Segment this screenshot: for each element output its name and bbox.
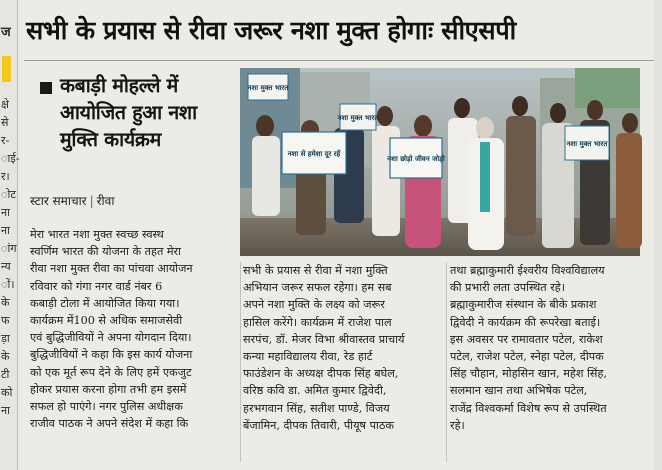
news-photo bbox=[240, 68, 640, 256]
article-line: हरभगवान सिंह, सतीश पाण्डे, विजय bbox=[243, 401, 390, 415]
column-divider bbox=[446, 262, 447, 462]
placard-text: नशा छोड़ो जीवन जोड़ो bbox=[387, 155, 445, 163]
headline: सभी के प्रयास से रीवा जरूर नशा मुक्त होगाः सीएसपी bbox=[26, 16, 516, 46]
subheadline bbox=[60, 72, 240, 153]
article-line: एवं बुद्धिजीवियों ने अपना योगदान दिया। bbox=[30, 331, 192, 345]
placard-text: नशा से हमेशा दूर रहें bbox=[287, 150, 341, 158]
prev-column-fragment: के bbox=[1, 296, 10, 309]
article-line: बुद्धिजीवियों ने कहा कि इस कार्य योजना bbox=[30, 348, 193, 362]
prev-column-fragment: क्षे bbox=[1, 98, 9, 111]
prev-column-fragment: ज bbox=[1, 25, 11, 40]
placard-text: नशा मुक्त भारत bbox=[566, 140, 608, 148]
article-line: फाउंडेशन के अध्यक्ष दीपक सिंह बघेल, bbox=[243, 367, 399, 381]
article-line: को एक मूर्त रूप देने के लिए हमें एकजुट bbox=[30, 365, 192, 379]
article-column-3 bbox=[450, 262, 642, 434]
headline-divider bbox=[24, 60, 660, 61]
article-line: राजीव पाठक ने अपने संदेश में कहा कि bbox=[30, 417, 189, 431]
prev-column-fragment: को bbox=[1, 386, 13, 399]
article-line: रहे। bbox=[450, 418, 465, 432]
article-line: ब्रह्माकुमारीज संस्थान के बीके प्रकाश bbox=[450, 298, 597, 312]
prev-column-fragment: टी bbox=[1, 368, 10, 381]
prev-column-fragment: फ bbox=[1, 314, 10, 327]
article-line: बेंजामिन, दीपक तिवारी, पीयूष पाठक bbox=[243, 418, 394, 432]
byline-author: स्टार समाचार bbox=[30, 194, 87, 208]
page-edge bbox=[654, 0, 662, 470]
subheadline-line: कबाड़ी मोहल्ले में bbox=[60, 74, 178, 97]
article-line: सलमान खान तथा अभिषेक पटेल, bbox=[450, 384, 588, 398]
article-line: सभी के प्रयास से रीवा में नशा मुक्ति bbox=[243, 264, 388, 277]
prev-column-fragment: से bbox=[1, 116, 9, 129]
article-line: होकर प्रयास करना होगा तभी हम इसमें bbox=[30, 382, 187, 396]
article-line: सफल हो पाएंगे। नगर पुलिस अधीक्षक bbox=[30, 400, 183, 414]
yellow-accent-mark bbox=[2, 56, 11, 82]
subheadline-bullet bbox=[40, 82, 52, 94]
prev-column-fragment: ों। bbox=[1, 278, 15, 291]
prev-column-fragment: ना bbox=[1, 206, 10, 219]
byline-place: रीवा bbox=[96, 194, 115, 208]
article-line: सरपंच, डॉ. मेजर विभा श्रीवास्तव प्राचार्य bbox=[243, 332, 405, 346]
article-line: हासिल करेंगे। कार्यक्रम में राजेश पाल bbox=[243, 315, 392, 329]
article-line: कबाड़ी टोला में आयोजित किया गया। bbox=[30, 296, 180, 310]
article-line: स्वर्णिम भारत की योजना के तहत मेरा bbox=[30, 245, 182, 259]
article-line: पटेल, राजेश पटेल, स्नेहा पटेल, दीपक bbox=[450, 350, 604, 364]
article-line: सिंह चौहान, मोहसिन खान, महेश सिंह, bbox=[450, 367, 607, 381]
prev-column-fragment: ाई- bbox=[1, 152, 20, 165]
prev-column-fragment: ांग bbox=[1, 242, 17, 255]
prev-column-fragment: न्य bbox=[1, 260, 11, 273]
placard-text: नशा मुक्त भारत bbox=[337, 114, 379, 122]
article-column-2 bbox=[243, 262, 443, 434]
article-line: मेरा भारत नशा मुक्त स्वच्छ स्वस्थ bbox=[30, 228, 164, 241]
article-line: कार्यक्रम में100 से अधिक समाजसेवी bbox=[30, 314, 183, 328]
article-line: रविवार को गंगा नगर वार्ड नंबर 6 bbox=[30, 279, 163, 293]
article-line: अपने नशा मुक्ति के लक्ष्य को जरूर bbox=[243, 298, 385, 312]
article-line: वरिष्ठ कवि डा. अमित कुमार द्विवेदी, bbox=[243, 384, 387, 398]
placard-text: नशा मुक्त भारत bbox=[247, 84, 289, 92]
article-line: इस अवसर पर रामावतार पटेल, राकेश bbox=[450, 332, 603, 346]
prev-column-fragment: र। bbox=[1, 170, 10, 183]
article-line: कन्या महाविद्यालय रीवा, रेड हार्ट bbox=[243, 350, 373, 364]
prev-column-fragment: र- bbox=[1, 134, 10, 147]
article-line: रीवा नशा मुक्त रीवा का पांचवा आयोजन bbox=[30, 262, 193, 276]
article-line: तथा ब्रह्माकुमारी ईश्वरीय विश्वविद्यालय bbox=[450, 264, 605, 277]
prev-column-fragment: ना bbox=[1, 404, 10, 417]
article-line: राजेंद्र विश्वकर्मा विशेष रूप से उपस्थित bbox=[450, 401, 607, 415]
article-line: की प्रभारी लता उपस्थित रहे। bbox=[450, 281, 565, 295]
article-line: द्विवेदी ने कार्यक्रम की रूपरेखा बताई। bbox=[450, 315, 601, 329]
prev-column-fragment: ोट bbox=[1, 188, 16, 201]
subheadline-line: मुक्ति कार्यक्रम bbox=[60, 128, 161, 151]
previous-article-column bbox=[0, 0, 18, 470]
subheadline-line: आयोजित हुआ नशा bbox=[60, 101, 197, 124]
column-divider bbox=[240, 262, 241, 462]
article-line: अभियान जरूर सफल रहेगा। हम सब bbox=[243, 281, 392, 295]
prev-column-fragment: ड़ा bbox=[1, 332, 10, 345]
prev-column-fragment: ना bbox=[1, 224, 10, 237]
article-column-1 bbox=[30, 226, 238, 432]
byline: स्टार समाचार | रीवा bbox=[30, 194, 115, 208]
prev-column-fragment: के bbox=[1, 350, 10, 363]
